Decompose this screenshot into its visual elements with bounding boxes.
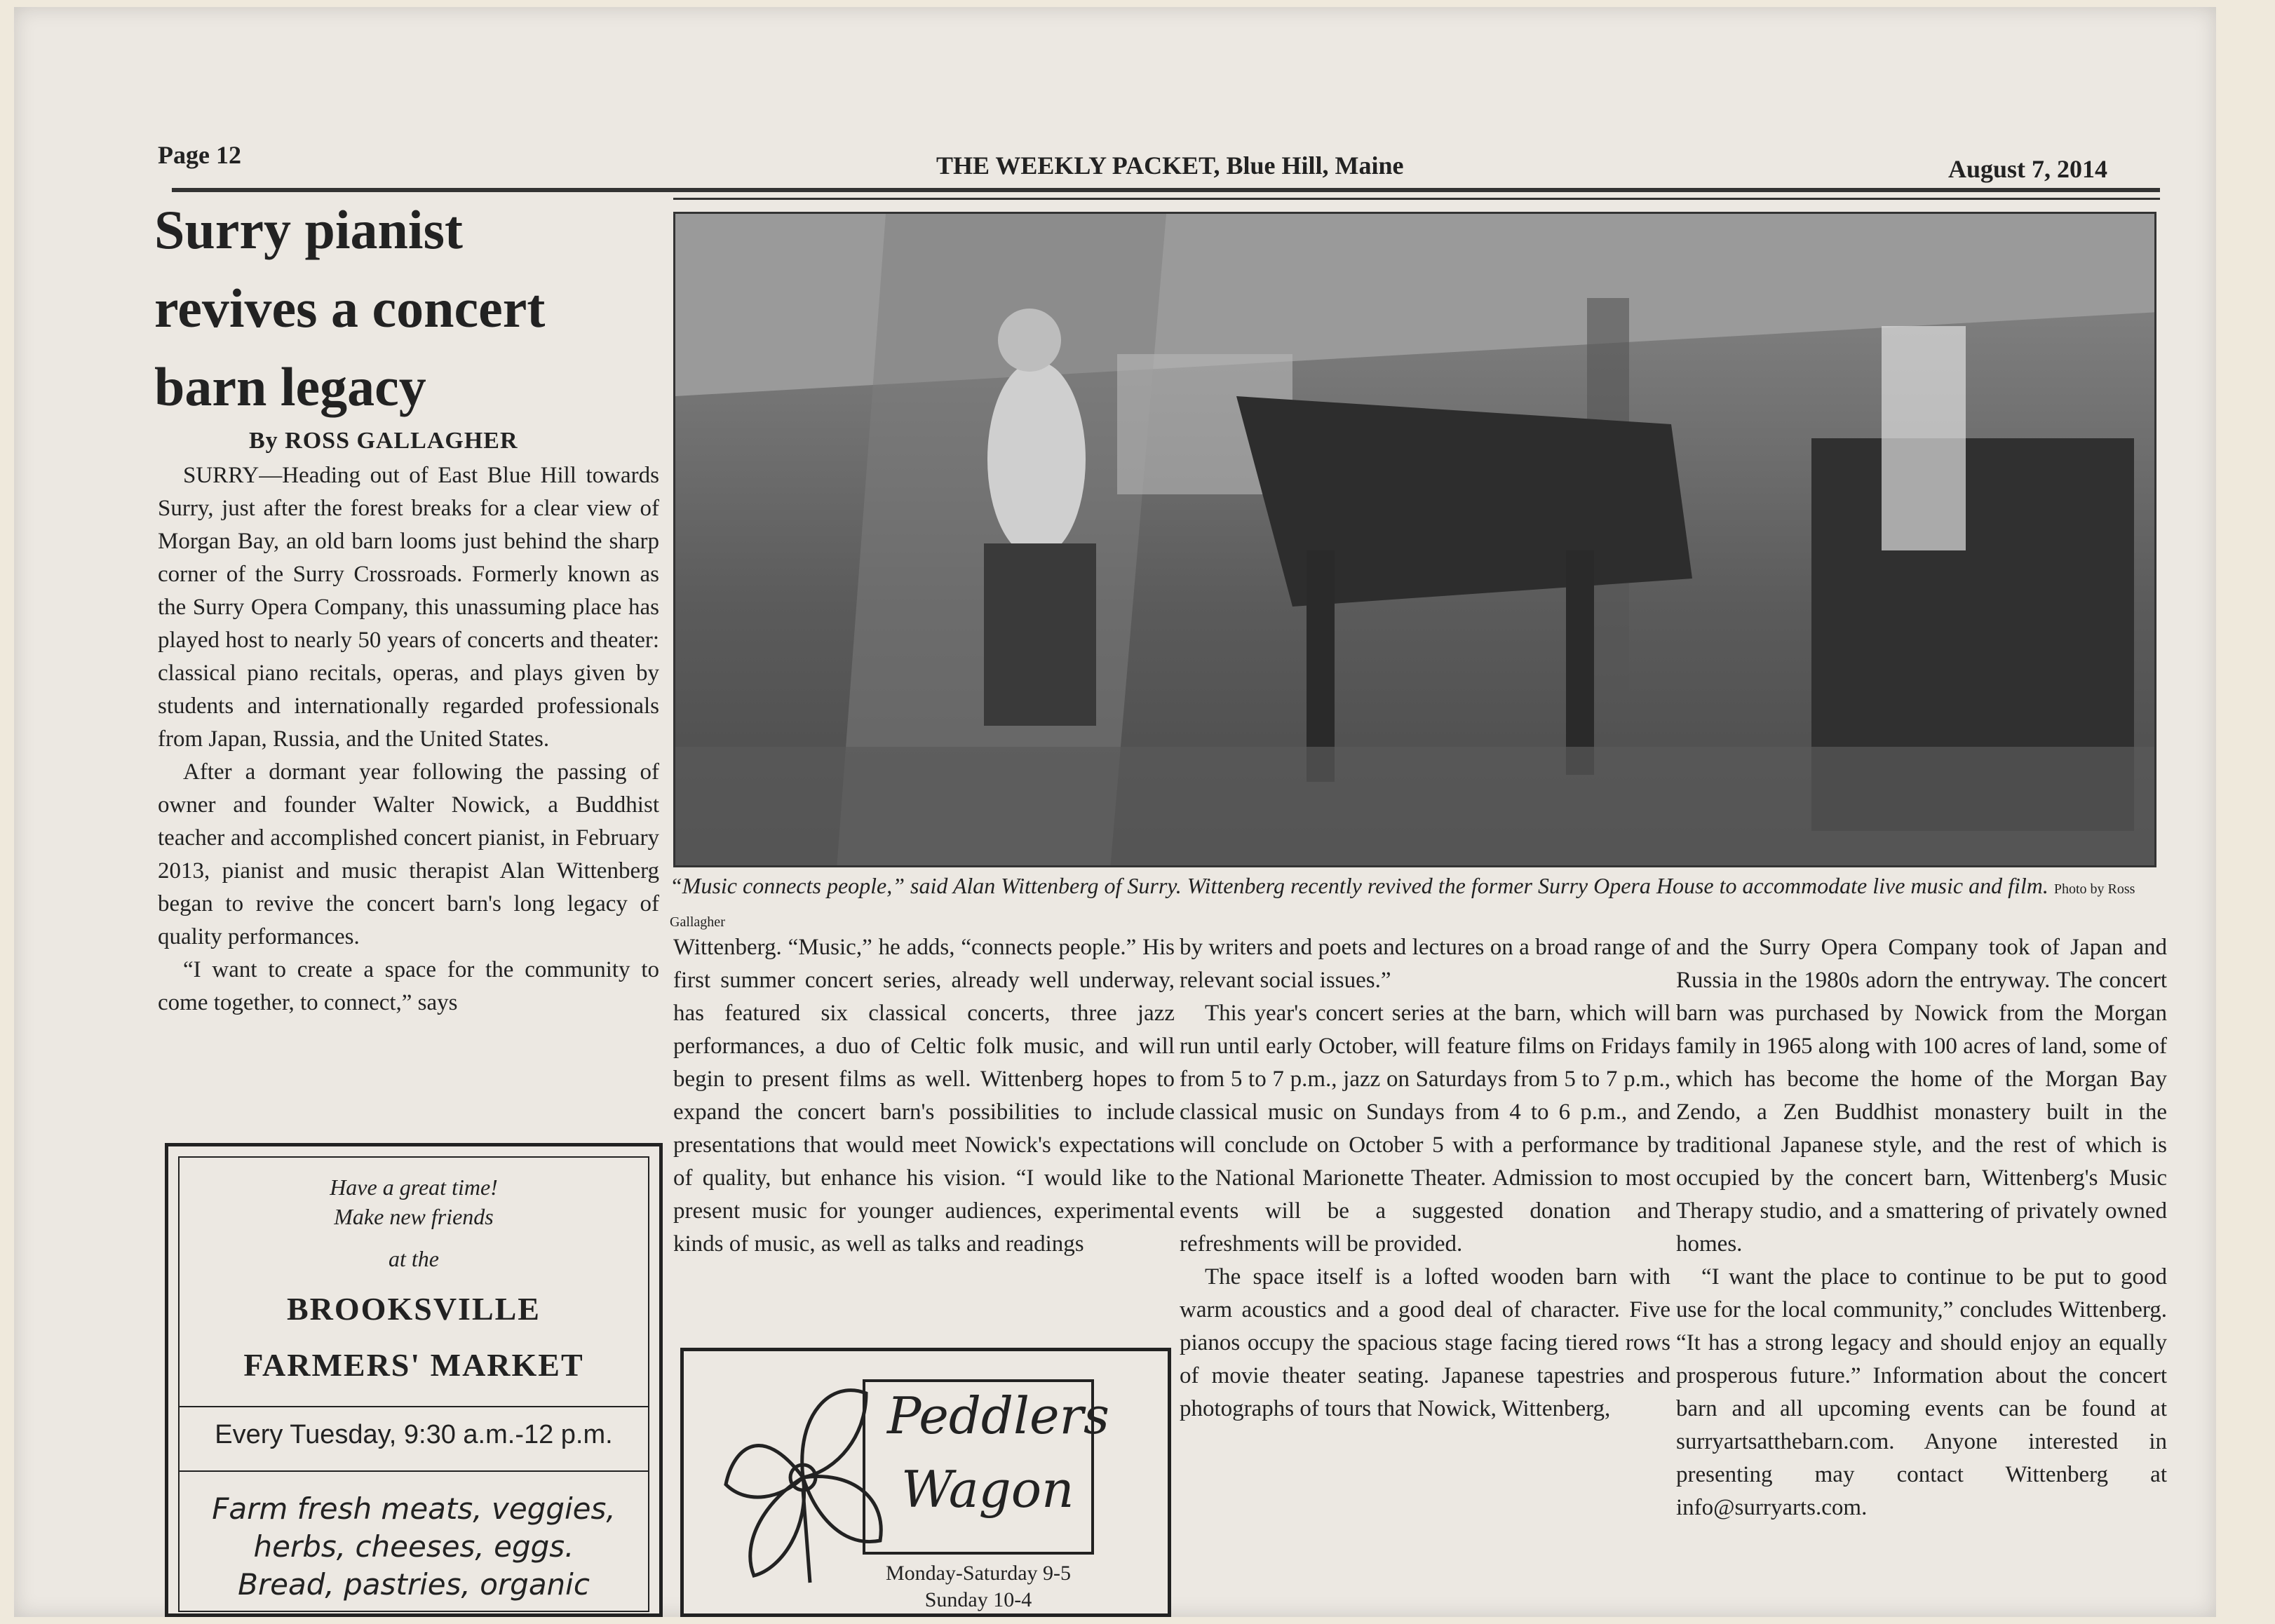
- ad-tagline-3: at the: [389, 1246, 439, 1271]
- headline-line-1: Surry pianist: [154, 199, 463, 260]
- paragraph: After a dormant year following the passing of owner and founder Walter Nowick, a Buddhist teacher and accomplished concert pianist, in February 2013, pianist and music therapist Alan Wittenberg began to revive the concert barn's long legacy of quality performances.: [158, 759, 659, 949]
- paragraph: This year's concert series at the barn, which will run until early October, will feature films on Fridays from 5 to 7 p.m., jazz on Saturdays from 5 to 7 p.m., classical music on Sundays from 4 to 6 p.m., and will conclude on October 5 with a performance by the National Marionette Theater. Admission to most events will be a suggested donation and refreshments will be provided.: [1180, 1001, 1670, 1257]
- ad-items-1: Farm fresh meats, veggies,: [212, 1491, 616, 1526]
- paragraph: Wittenberg. “Music,” he adds, “connects people.” His first summer concert series, already well underway, has featured six classical concerts, three jazz performances, a duo of Celtic folk music, and will begin to present films as well. Wittenberg hopes to expand the concert barn's possibilities to include presentations that would meet Nowick's expectations of quality, but enhance his vision. “I would like to present music for younger audiences, experimental kinds of music, as well as talks and readings: [673, 935, 1175, 1257]
- ad-tagline-2: Make new friends: [334, 1204, 494, 1229]
- article-photo: [673, 212, 2156, 867]
- paragraph: SURRY—Heading out of East Blue Hill towards Surry, just after the forest breaks for a clear view of Morgan Bay, an old barn looms just behind the sharp corner of the Surry Crossroads. Formerly known as the Surry Opera Company, this unassuming place has played host to nearly 50 years of concerts and theater: classical piano recitals, operas, and plays given by students and internationally regarded professionals from Japan, Russia, and the United States.: [158, 463, 659, 752]
- headline-line-3: barn legacy: [154, 356, 426, 417]
- ad-divider: [178, 1406, 649, 1407]
- paragraph: by writers and poets and lectures on a broad range of relevant social issues.”: [1180, 935, 1670, 993]
- ad-schedule: Every Tuesday, 9:30 a.m.-12 p.m.: [215, 1420, 613, 1449]
- caption-text: “Music connects people,” said Alan Wittenberg of Surry. Wittenberg recently revived the former Surry Opera House to accommodate live music and film.: [670, 873, 2048, 898]
- paper-name: THE WEEKLY PACKET, Blue Hill, Maine: [936, 151, 1404, 180]
- article-column-1: [158, 459, 659, 1020]
- byline: By ROSS GALLAGHER: [249, 428, 518, 454]
- photo-caption: [670, 871, 2160, 937]
- photo-illustration: [675, 214, 2156, 867]
- photo-credit: Photo by Ross Gallagher: [670, 881, 2135, 930]
- photo-top-rule: [673, 198, 2160, 200]
- ad-tagline-1: Have a great time!: [330, 1175, 498, 1200]
- peddlers-hours-1: Monday-Saturday 9-5: [885, 1562, 1072, 1585]
- ad-divider: [178, 1470, 649, 1472]
- newspaper-page: [14, 7, 2216, 1617]
- headline-line-2: revives a concert: [154, 278, 546, 339]
- issue-date: August 7, 2014: [1948, 155, 2108, 183]
- headline: [154, 191, 659, 426]
- ad-market-name-1: BROOKSVILLE: [287, 1291, 541, 1327]
- page-number: Page 12: [158, 141, 241, 169]
- farmers-market-ad: [165, 1143, 663, 1617]
- peddlers-name-2: Wagon: [901, 1460, 1074, 1519]
- article-column-2: [673, 931, 1175, 1261]
- paragraph: “I want to create a space for the community to come together, to connect,” says: [158, 957, 659, 1015]
- article-column-3: [1180, 931, 1670, 1426]
- ad-items-2: herbs, cheeses, eggs.: [253, 1529, 574, 1564]
- paragraph: and the Surry Opera Company took of Japan and Russia in the 1980s adorn the entryway. The concert barn was purchased by Nowick from the Morgan family in 1965 along with 100 acres of land, some of which has become the home of the Morgan Bay Zendo, a Zen Buddhist monastery built in the traditional Japanese style, and the rest of which is occupied by the concert barn, Wittenberg's Music Therapy studio, and a smattering of privately owned homes.: [1676, 935, 2167, 1257]
- ad-market-name-2: FARMERS' MARKET: [243, 1347, 584, 1383]
- article-column-4: [1676, 931, 2167, 1524]
- paragraph: “I want the place to continue to be put to good use for the local community,” concludes Wittenberg. “It has a strong legacy and should enjoy an equally prosperous future.” Information about the concert barn and all upcoming events can be found at surryartsatthebarn.com. Anyone interested in presenting may contact Wittenberg at info@surryarts.com.: [1676, 1264, 2167, 1520]
- peddlers-hours-2: Sunday 10-4: [924, 1588, 1032, 1611]
- ad-items-3: Bread, pastries, organic: [238, 1567, 590, 1602]
- peddlers-name-1: Peddlers: [887, 1386, 1110, 1445]
- paragraph: The space itself is a lofted wooden barn with warm acoustics and a good deal of character. Five pianos occupy the spacious stage facing tiered rows of movie theater seating. Japanese tapestries and photographs of tours that Nowick, Wittenberg,: [1180, 1264, 1670, 1421]
- peddlers-wagon-ad: [680, 1348, 1171, 1617]
